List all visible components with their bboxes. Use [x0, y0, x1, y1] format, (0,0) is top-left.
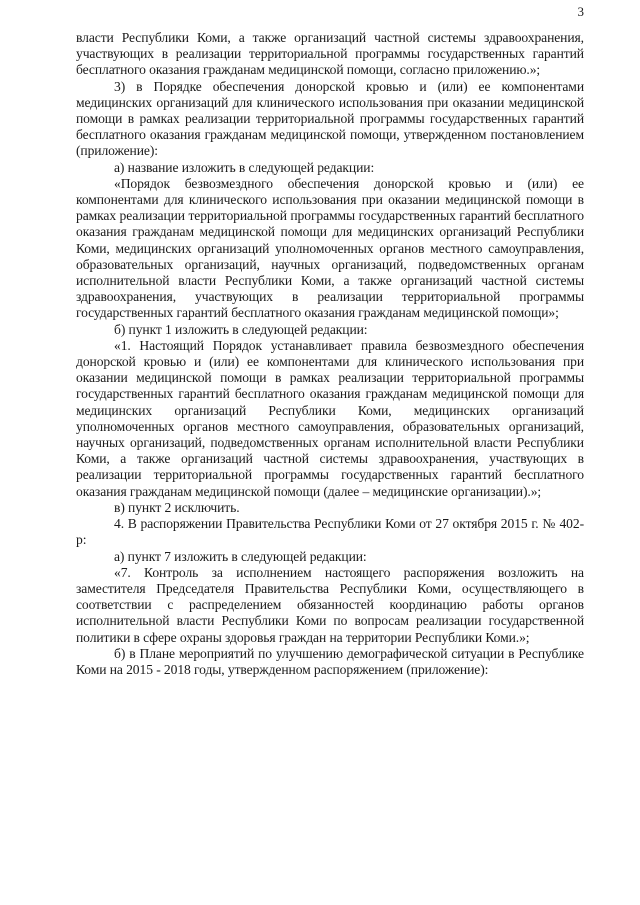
- paragraph: власти Республики Коми, а также организаций частной системы здравоохранения, участвующих в реализации территориальной программы государственных гарантий бесплатного оказания гражданам медицинской помощи, согласно приложению.»;: [76, 30, 584, 78]
- paragraph: а) пункт 7 изложить в следующей редакции:: [114, 548, 367, 564]
- paragraph: «1. Настоящий Порядок устанавливает правила безвозмездного обеспечения донорской кровью и (или) ее компонентами для клинического использования при оказании медицинской помощи в рамках реализации территориальной программы государственных гарантий бесплатного оказания гражданам медицинской помощи для медицинских организаций Республики Коми, медицинских организаций уполномоченных органов местного самоуправления, образовательных организаций, научных организаций, подведомственных органам исполнительной власти Республики Коми, а также организаций частной системы здравоохранения, участвующих в реализации территориальной программы государственных гарантий бесплатного оказания гражданам медицинской помощи (далее – медицинские организации).»;: [76, 337, 584, 499]
- paragraph: 4. В распоряжении Правительства Республики Коми от 27 октября 2015 г. № 402-р:: [76, 516, 584, 548]
- paragraph: а) название изложить в следующей редакции:: [114, 159, 375, 175]
- paragraph: б) в Плане мероприятий по улучшению демографической ситуации в Республике Коми на 2015 - 2018 годы, утвержденном распоряжением (приложение):: [76, 645, 584, 677]
- page-number: 3: [577, 4, 584, 19]
- paragraph: б) пункт 1 изложить в следующей редакции:: [114, 321, 368, 337]
- paragraph: «7. Контроль за исполнением настоящего распоряжения возложить на заместителя Председателя Правительства Республики Коми, осуществляющего в соответствии с распределением обязанностей координацию работы органов исполнительной власти Республики Коми по вопросам реализации государственной политики в сфере охраны здоровья граждан на территории Республики Коми.»;: [76, 564, 584, 645]
- paragraph: в) пункт 2 исключить.: [114, 499, 240, 515]
- document-body: [76, 30, 584, 678]
- paragraph: 3) в Порядке обеспечения донорской кровью и (или) ее компонентами медицинских организаций для клинического использования при оказании медицинской помощи в рамках реализации территориальной программы государственных гарантий бесплатного оказания гражданам медицинской помощи, утвержденном постановлением (приложение):: [76, 78, 584, 159]
- paragraph: «Порядок безвозмездного обеспечения донорской кровью и (или) ее компонентами для клинического использования при оказании медицинской помощи в рамках реализации территориальной программы государственных гарантий бесплатного оказания гражданам медицинской помощи для медицинских организаций Республики Коми, медицинских организаций уполномоченных органов местного самоуправления, образовательных организаций, научных организаций, подведомственных органам исполнительной власти Республики Коми, а также организаций частной системы здравоохранения, участвующих в реализации территориальной программы государственных гарантий бесплатного оказания гражданам медицинской помощи»;: [76, 175, 584, 321]
